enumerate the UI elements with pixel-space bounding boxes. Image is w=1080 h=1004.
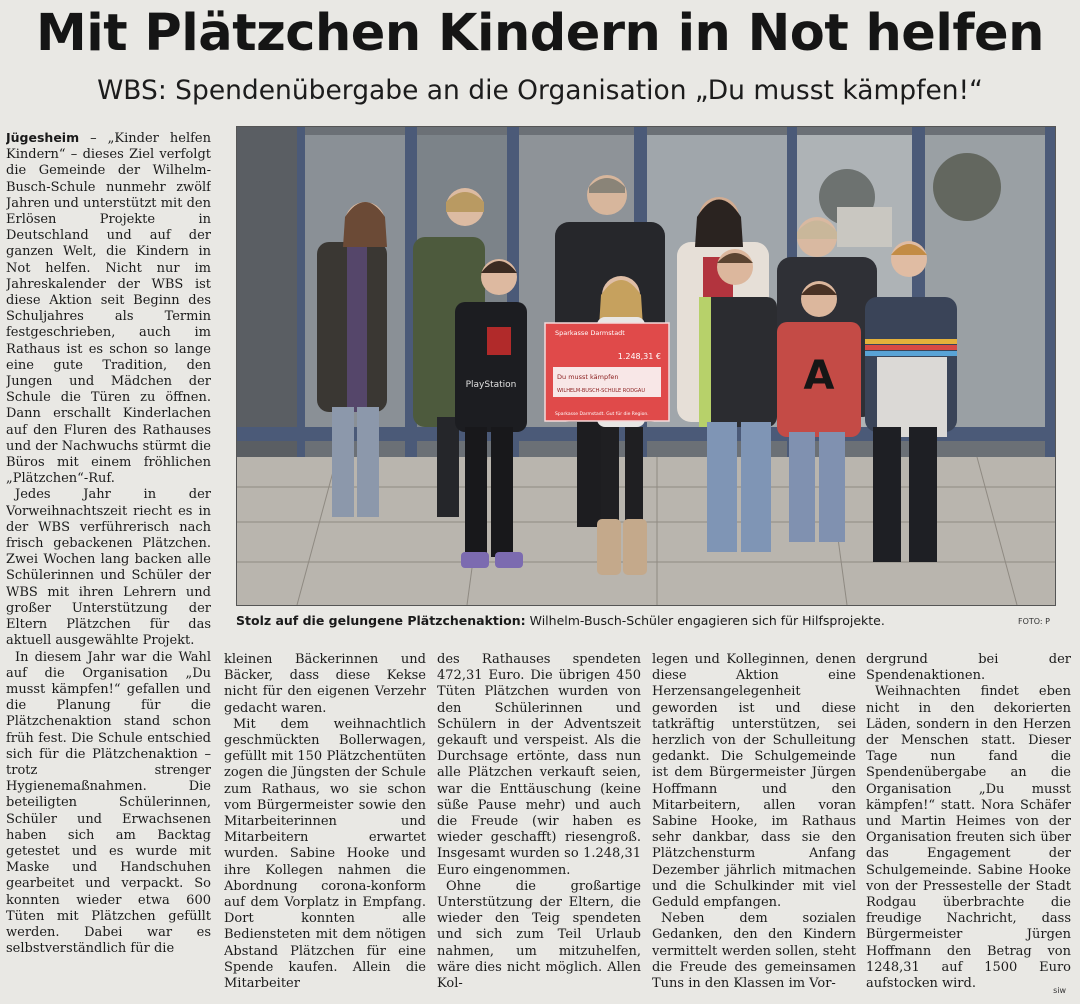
paragraph: Weihnachten findet eben nicht in den dekorierten Läden, sondern in den Herzen der Menschen statt. Dieser Tage nun fand die Spendenübergabe an die Organisation „Du musst kämpfen!“ statt. Nora Schäfer und Martin Heimes von der Organisation freuten sich über das Engagement der Schulgemeinde. Sabine Hooke von der Pressestelle der Stadt Rodgau überbrachte die freudige Nachricht, dass Bürgermeister Jürgen Hoffmann den Betrag von 1248,31 auf 1500 Euro aufstocken wird.	[866, 684, 1071, 992]
photo-credit: FOTO: P	[1017, 617, 1050, 626]
article-column-1	[6, 130, 211, 1000]
check-sender: WILHELM-BUSCH-SCHULE RODGAU	[557, 388, 646, 394]
check-recipient: Du musst kämpfen	[557, 373, 619, 381]
paragraph: Jedes Jahr in der Vorweihnachtszeit riecht es in der WBS verführerisch nach frisch gebackenen Plätzchen. Zwei Wochen lang backen alle Schülerinnen und Schüler der WBS mit ihren Lehrern und großer Unterstützung der Eltern Plätzchen für das aktuell ausgewählte Projekt.	[6, 487, 211, 649]
paragraph: Neben dem sozialen Gedanken, den den Kindern vermittelt werden sollen, steht die Freude des gemeinsamen Tuns in den Klassen im Vor-	[652, 911, 856, 992]
article-photo	[236, 126, 1056, 606]
donation-check	[545, 323, 669, 421]
check-amount: 1.248,31 €	[617, 352, 661, 361]
caption-lead: Stolz auf die gelungene Plätzchenaktion:	[236, 613, 526, 628]
headline: Mit Plätzchen Kindern in Not helfen	[36, 4, 1044, 63]
location-dateline: Jügesheim	[6, 130, 80, 145]
caption-text: Wilhelm-Busch-Schüler engagieren sich für Hilfsprojekte.	[525, 613, 885, 628]
paragraph: legen und Kolleginnen, denen diese Aktion eine Herzensangelegenheit geworden ist und diese tatkräftig unterstützen, sei herzlich von der Schulleitung gedankt. Die Schulgemeinde ist dem Bürgermeister Jürgen Hoffmann und den Mitarbeitern, allen voran Sabine Hooke, im Rathaus sehr dankbar, dass sie den Plätzchensturm Anfang Dezember jährlich mitmachen und die Schulkinder mit viel Geduld empfangen.	[652, 652, 856, 911]
paragraph: Mit dem weihnachtlich geschmückten Bollerwagen, gefüllt mit 150 Plätzchentüten zogen die Jüngsten der Schule zum Rathaus, wo sie schon vom Bürgermeister sowie den Mitarbeiterinnen und Mitarbeitern erwartet wurden. Sabine Hooke und ihre Kollegen nahmen die Abordnung corona-konform auf dem Vorplatz in Empfang. Dort konnten alle Bediensteten mit dem nötigen Abstand Plätzchen für eine Spende kaufen. Allein die Mitarbeiter	[224, 716, 426, 992]
paragraph: Jügesheim – „Kinder helfen Kindern“ – dieses Ziel verfolgt die Gemeinde der Wilhelm-Busch-Schule nunmehr zwölf Jahren und unterstützt mit den Erlösen Projekte in Deutschland und auf der ganzen Welt, die Kindern in Not helfen. Nicht nur im Jahreskalender der WBS ist diese Aktion seit Beginn des Schuljahres als Termin festgeschrieben, auch im Rathaus ist es schon so lange eine gute Tradition, den Jungen und Mädchen der Schule die Türen zu öffnen. Dann erschallt Kinderlachen auf den Fluren des Rathauses und der Nachwuchs stürmt die Büros mit einem fröhlichen „Plätzchen“-Ruf.	[6, 130, 211, 487]
author-signature: siw	[1053, 986, 1066, 995]
check-bank: Sparkasse Darmstadt	[555, 329, 625, 337]
article-column-2	[224, 652, 426, 1002]
article-column-4	[652, 652, 856, 1002]
sweater-letter: A	[803, 353, 835, 399]
check-footer: Sparkasse Darmstadt. Gut für die Region.	[555, 412, 649, 417]
paragraph: Ohne die großartige Unterstützung der Eltern, die wieder den Teig spendeten und sich zum Teil Urlaub nahmen, um mitzuhelfen, wäre dies nicht möglich. Allen Kol-	[437, 878, 641, 992]
paragraph: In diesem Jahr war die Wahl auf die Organisation „Du musst kämpfen!“ gefallen und die Planung für die Plätzchenaktion stand schon früh fest. Die Schule entschied sich für die Plätzchenaktion – trotz strenger Hygienemaßnahmen. Die beteiligten Schülerinnen, Schüler und Erwachsenen haben sich am Backtag getestet und es wurde mit Maske und Handschuhen gearbeitet und verpackt. So konnten wieder etwa 600 Tüten mit Plätzchen gefüllt werden. Dabei war es selbstverständlich für die	[6, 649, 211, 957]
article-column-5	[866, 652, 1071, 1002]
article-column-3	[437, 652, 641, 1002]
subheadline: WBS: Spendenübergabe an die Organisation „Du musst kämpfen!“	[97, 75, 983, 106]
shirt-logo: PlayStation	[465, 380, 517, 390]
paragraph: kleinen Bäckerinnen und Bäcker, dass diese Kekse nicht für den eigenen Verzehr gedacht waren.	[224, 652, 426, 716]
photo-caption	[236, 610, 1054, 634]
paragraph: des Rathauses spendeten 472,31 Euro. Die übrigen 450 Tüten Plätzchen wurden von den Schülerinnen und Schülern in der Adventszeit gekauft und verspeist. Als die Durchsage ertönte, dass nun alle Plätzchen verkauft seien, war die Enttäuschung (keine süße Pause mehr) und auch die Freude (wir haben es wieder geschafft) riesengroß. Insgesamt wurden so 1.248,31 Euro eingenommen.	[437, 652, 641, 878]
paragraph: dergrund bei der Spendenaktionen.	[866, 652, 1071, 684]
